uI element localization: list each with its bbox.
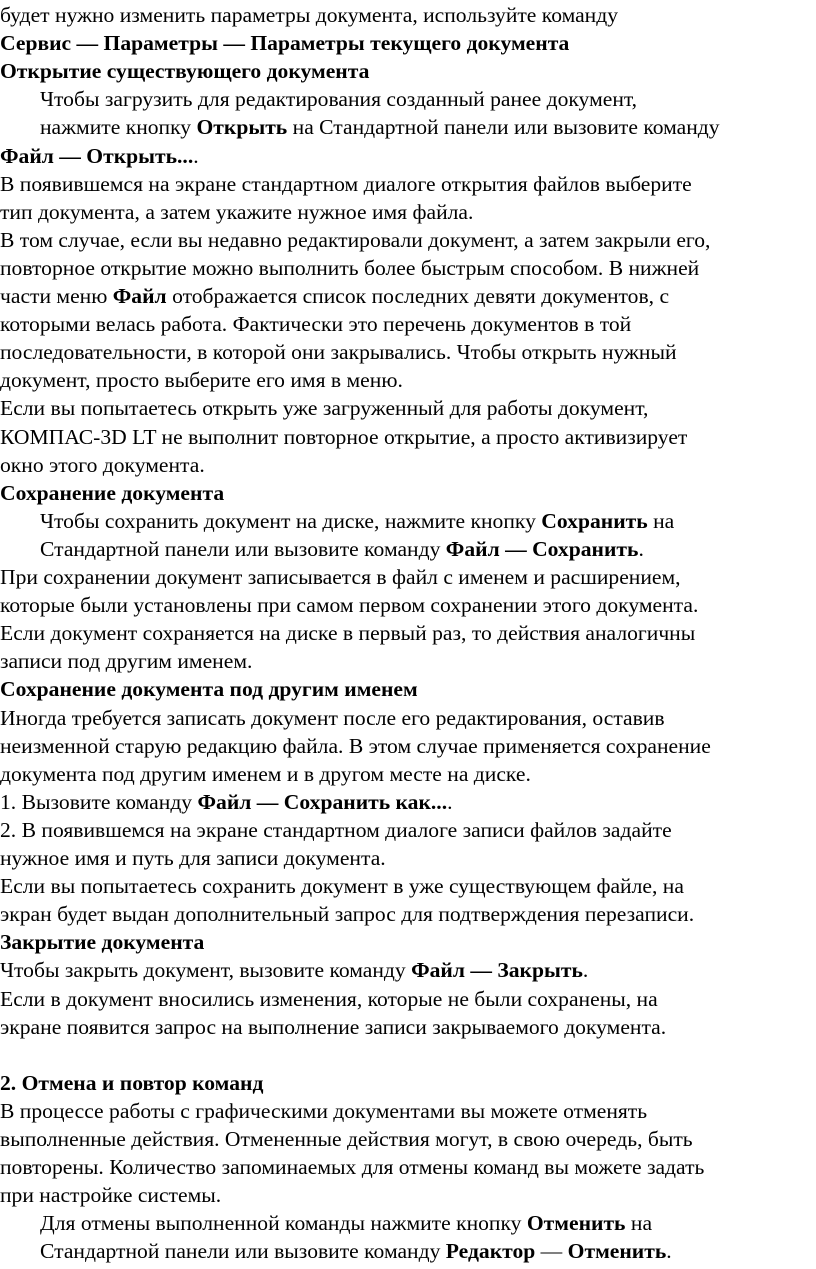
text-line xyxy=(0,647,252,675)
text-run: 2. В появившемся на экране стандартном диалоге записи файлов задайте xyxy=(0,817,672,842)
text-line xyxy=(0,394,648,422)
text-run: . xyxy=(193,143,199,168)
bold-text: Сохранение документа под другим именем xyxy=(0,677,418,702)
text-line xyxy=(0,479,224,507)
text-run: неизменной старую редакцию файла. В этом случае применяется сохранение xyxy=(0,733,711,758)
text-line xyxy=(0,928,204,956)
text-run: документа под другим именем и в другом месте на диске. xyxy=(0,761,531,786)
text-line xyxy=(40,535,644,563)
bold-text: Файл — Закрыть xyxy=(411,958,583,983)
text-run: записи под другим именем. xyxy=(0,649,253,674)
text-run: будет нужно изменить параметры документа, используйте команду xyxy=(0,3,619,27)
text-run: Если вы попытаетесь сохранить документ в уже существующем файле, на xyxy=(0,874,684,899)
text-run: В том случае, если вы недавно редактировали документ, а затем закрыли его, xyxy=(0,227,711,252)
text-line xyxy=(40,507,674,535)
bold-text: Закрытие документа xyxy=(0,930,205,955)
text-run: КОМПАС-3D LT не выполнит повторное открытие, а просто активизирует xyxy=(0,424,688,449)
text-line xyxy=(40,1209,652,1237)
text-line xyxy=(0,563,681,591)
text-run: 1. Вызовите команду xyxy=(0,789,198,814)
text-line xyxy=(0,675,418,703)
text-line xyxy=(0,282,669,310)
text-line xyxy=(0,704,665,732)
bold-text: Сохранить xyxy=(541,508,648,533)
text-line xyxy=(0,956,588,984)
text-run: Если документ сохраняется на диске в первый раз, то действия аналогичны xyxy=(0,621,696,646)
bold-text: Файл — Сохранить как... xyxy=(197,789,448,814)
text-line xyxy=(0,732,711,760)
text-run: которыми велась работа. Фактически это перечень документов в той xyxy=(0,312,632,337)
text-line xyxy=(0,29,569,57)
text-run: В появившемся на экране стандартном диалоге открытия файлов выберите xyxy=(0,171,692,196)
text-line xyxy=(0,985,658,1013)
text-line xyxy=(0,1097,647,1125)
text-run: тип документа, а затем укажите нужное имя файла. xyxy=(0,199,474,224)
text-run: Стандартной панели или вызовите команду xyxy=(40,536,446,561)
text-run: Чтобы сохранить документ на диске, нажмите кнопку xyxy=(40,508,542,533)
text-line xyxy=(0,1153,704,1181)
text-line xyxy=(0,423,687,451)
text-run: В процессе работы с графическими документами вы можете отменять xyxy=(0,1098,648,1123)
text-line xyxy=(0,1125,693,1153)
text-run: Чтобы загрузить для редактирования созданный ранее документ, xyxy=(40,87,638,112)
text-run: окно этого документа. xyxy=(0,452,205,477)
text-line xyxy=(0,1,618,29)
text-line xyxy=(40,85,637,113)
text-run: нажмите кнопку xyxy=(40,115,197,140)
bold-text: Файл — Открыть... xyxy=(0,143,194,168)
text-line xyxy=(40,113,720,141)
text-line xyxy=(0,1181,221,1209)
text-line xyxy=(0,170,692,198)
text-line xyxy=(0,254,699,282)
text-line xyxy=(0,900,694,928)
text-line xyxy=(0,226,710,254)
bold-text: Редактор xyxy=(445,1239,536,1264)
text-run: на Стандартной панели или вызовите команду xyxy=(287,115,720,140)
bold-text: Сохранение документа xyxy=(0,480,225,505)
text-line xyxy=(0,760,531,788)
text-run: . xyxy=(582,958,589,983)
text-line xyxy=(0,591,698,619)
text-run: отображается список последних девяти документов, с xyxy=(166,284,670,308)
text-run: Для отмены выполненной команды нажмите кнопку xyxy=(40,1211,527,1236)
text-run: . xyxy=(666,1239,672,1264)
bold-text: Открыть xyxy=(196,115,288,140)
text-line xyxy=(0,142,199,170)
text-line xyxy=(0,366,403,394)
text-line xyxy=(0,57,369,85)
text-run: на xyxy=(625,1211,653,1236)
text-run: Чтобы закрыть документ, вызовите команду xyxy=(0,958,412,983)
bold-text: Файл xyxy=(112,284,167,308)
text-run: части меню xyxy=(0,284,113,308)
text-run: на xyxy=(647,508,675,533)
text-run: . xyxy=(638,536,644,561)
text-run: которые были установлены при самом первом сохранении этого документа. xyxy=(0,593,699,618)
text-run: последовательности, в которой они закрывались. Чтобы открыть нужный xyxy=(0,340,677,365)
bold-text: Файл — Сохранить xyxy=(445,536,639,561)
bold-text: Отменить xyxy=(567,1239,667,1264)
bold-text: 2. Отмена и повтор команд xyxy=(0,1070,264,1095)
text-run: при настройке системы. xyxy=(0,1183,222,1208)
text-line xyxy=(0,338,677,366)
text-run: нужное имя и путь для записи документа. xyxy=(0,846,386,870)
text-line xyxy=(0,619,695,647)
text-line xyxy=(40,1237,672,1265)
text-run: Если вы попытаетесь открыть уже загруженный для работы документ, xyxy=(0,396,649,421)
text-line xyxy=(0,310,631,338)
bold-text: Отменить xyxy=(526,1211,626,1236)
text-run: . xyxy=(447,789,453,814)
text-run: Стандартной панели или вызовите команду xyxy=(40,1239,446,1264)
text-run: экран будет выдан дополнительный запрос для подтверждения перезаписи. xyxy=(0,902,695,927)
text-run: — xyxy=(535,1239,568,1264)
text-line xyxy=(0,1013,666,1041)
text-line xyxy=(0,1069,263,1097)
text-line xyxy=(0,816,672,844)
bold-text: Открытие существующего документа xyxy=(0,59,370,84)
text-line xyxy=(0,788,453,816)
text-line xyxy=(0,872,684,900)
text-run: Если в документ вносились изменения, которые не были сохранены, на xyxy=(0,986,658,1011)
text-run: повторены. Количество запоминаемых для отмены команд вы можете задать xyxy=(0,1155,705,1180)
text-line xyxy=(0,844,386,872)
text-line xyxy=(0,451,205,479)
text-run: экране появится запрос на выполнение записи закрываемого документа. xyxy=(0,1014,667,1039)
text-run: документ, просто выберите его имя в меню. xyxy=(0,368,403,393)
text-run: повторное открытие можно выполнить более быстрым способом. В нижней xyxy=(0,255,700,280)
text-run: При сохранении документ записывается в файл с именем и расширением, xyxy=(0,565,681,589)
text-run: выполненные действия. Отмененные действия могут, в свою очередь, быть xyxy=(0,1127,693,1151)
bold-text: Сервис — Параметры — Параметры текущего документа xyxy=(0,31,570,56)
text-run: Иногда требуется записать документ после его редактирования, оставив xyxy=(0,705,665,730)
text-line xyxy=(0,198,473,226)
